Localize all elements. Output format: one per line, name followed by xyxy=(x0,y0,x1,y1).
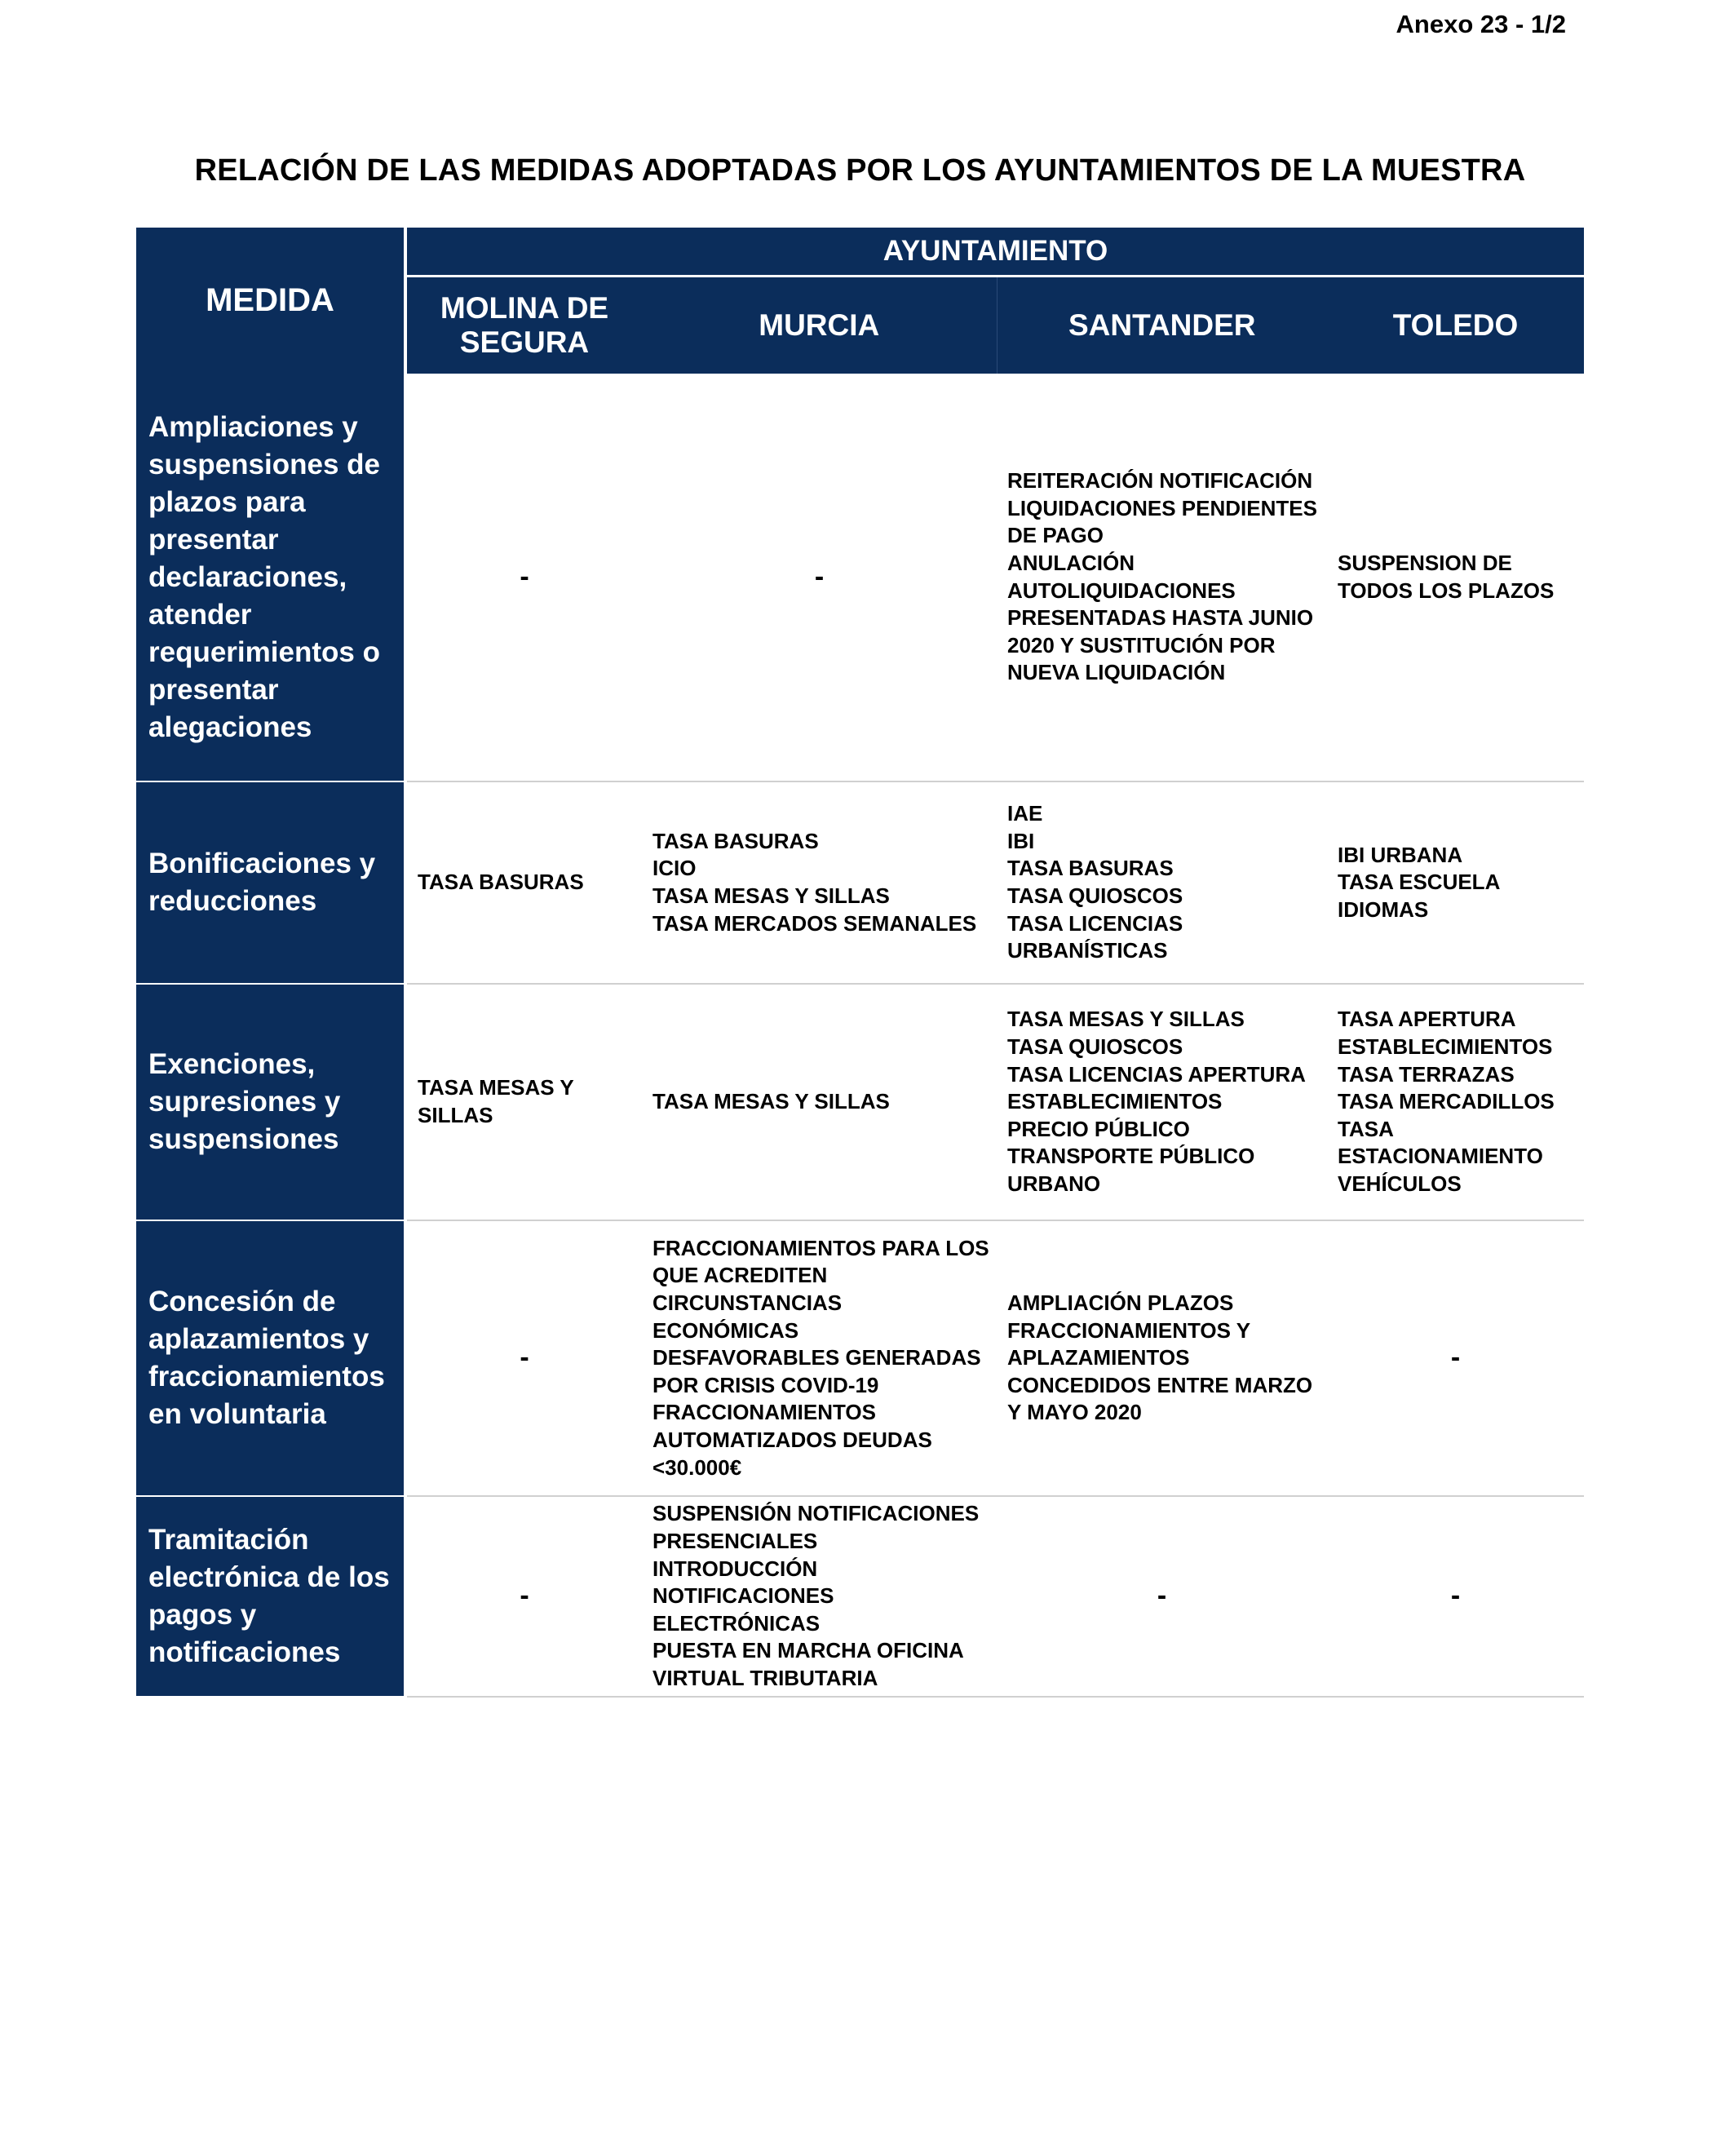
cell-molina: TASA BASURAS xyxy=(405,781,642,984)
cell-santander: TASA MESAS Y SILLAS TASA QUIOSCOS TASA LICENCIAS APERTURA ESTABLECIMIENTOS PRECIO PÚBLICO TRANSPORTE PÚBLICO URBANO xyxy=(997,984,1327,1220)
annex-label: Anexo 23 - 1/2 xyxy=(1396,10,1566,38)
cell-molina: - xyxy=(405,374,642,781)
cell-toledo: IBI URBANA TASA ESCUELA IDIOMAS xyxy=(1327,781,1584,984)
table-row xyxy=(136,781,1584,984)
cell-murcia: SUSPENSIÓN NOTIFICACIONES PRESENCIALES INTRODUCCIÓN NOTIFICACIONES ELECTRÓNICAS PUESTA EN MARCHA OFICINA VIRTUAL TRIBUTARIA xyxy=(642,1496,997,1697)
measures-table xyxy=(136,228,1584,1698)
header-medida: MEDIDA xyxy=(136,228,405,374)
header-city-santander: SANTANDER xyxy=(997,277,1327,374)
cell-molina: - xyxy=(405,1496,642,1697)
header-city-murcia: MURCIA xyxy=(642,277,997,374)
cell-murcia: TASA MESAS Y SILLAS xyxy=(642,984,997,1220)
page-title: RELACIÓN DE LAS MEDIDAS ADOPTADAS POR LOS AYUNTAMIENTOS DE LA MUESTRA xyxy=(194,153,1526,188)
row-measure: Exenciones, supresiones y suspensiones xyxy=(136,984,405,1220)
cell-santander: IAE IBI TASA BASURAS TASA QUIOSCOS TASA LICENCIAS URBANÍSTICAS xyxy=(997,781,1327,984)
cell-toledo: SUSPENSION DE TODOS LOS PLAZOS xyxy=(1327,374,1584,781)
row-measure: Concesión de aplazamientos y fraccionamientos en voluntaria xyxy=(136,1220,405,1496)
header-city-toledo: TOLEDO xyxy=(1327,277,1584,374)
header-ayuntamiento: AYUNTAMIENTO xyxy=(405,228,1584,277)
cell-santander: REITERACIÓN NOTIFICACIÓN LIQUIDACIONES PENDIENTES DE PAGO ANULACIÓN AUTOLIQUIDACIONES PRESENTADAS HASTA JUNIO 2020 Y SUSTITUCIÓN POR NUEVA LIQUIDACIÓN xyxy=(997,374,1327,781)
table-row xyxy=(136,374,1584,781)
cell-santander: AMPLIACIÓN PLAZOS FRACCIONAMIENTOS Y APLAZAMIENTOS CONCEDIDOS ENTRE MARZO Y MAYO 2020 xyxy=(997,1220,1327,1496)
row-measure: Ampliaciones y suspensiones de plazos para presentar declaraciones, atender requerimientos o presentar alegaciones xyxy=(136,374,405,781)
cell-toledo: - xyxy=(1327,1496,1584,1697)
header-city-molina: MOLINA DE SEGURA xyxy=(405,277,642,374)
cell-murcia: - xyxy=(642,374,997,781)
cell-molina: TASA MESAS Y SILLAS xyxy=(405,984,642,1220)
cell-santander: - xyxy=(997,1496,1327,1697)
table-row xyxy=(136,1220,1584,1496)
cell-molina: - xyxy=(405,1220,642,1496)
cell-toledo: TASA APERTURA ESTABLECIMIENTOS TASA TERRAZAS TASA MERCADILLOS TASA ESTACIONAMIENTO VEHÍCULOS xyxy=(1327,984,1584,1220)
table-row xyxy=(136,1496,1584,1697)
table-row xyxy=(136,984,1584,1220)
row-measure: Bonificaciones y reducciones xyxy=(136,781,405,984)
row-measure: Tramitación electrónica de los pagos y notificaciones xyxy=(136,1496,405,1697)
cell-murcia: TASA BASURAS ICIO TASA MESAS Y SILLAS TASA MERCADOS SEMANALES xyxy=(642,781,997,984)
cell-murcia: FRACCIONAMIENTOS PARA LOS QUE ACREDITEN CIRCUNSTANCIAS ECONÓMICAS DESFAVORABLES GENERADAS POR CRISIS COVID-19 FRACCIONAMIENTOS AUTOMATIZADOS DEUDAS <30.000€ xyxy=(642,1220,997,1496)
cell-toledo: - xyxy=(1327,1220,1584,1496)
